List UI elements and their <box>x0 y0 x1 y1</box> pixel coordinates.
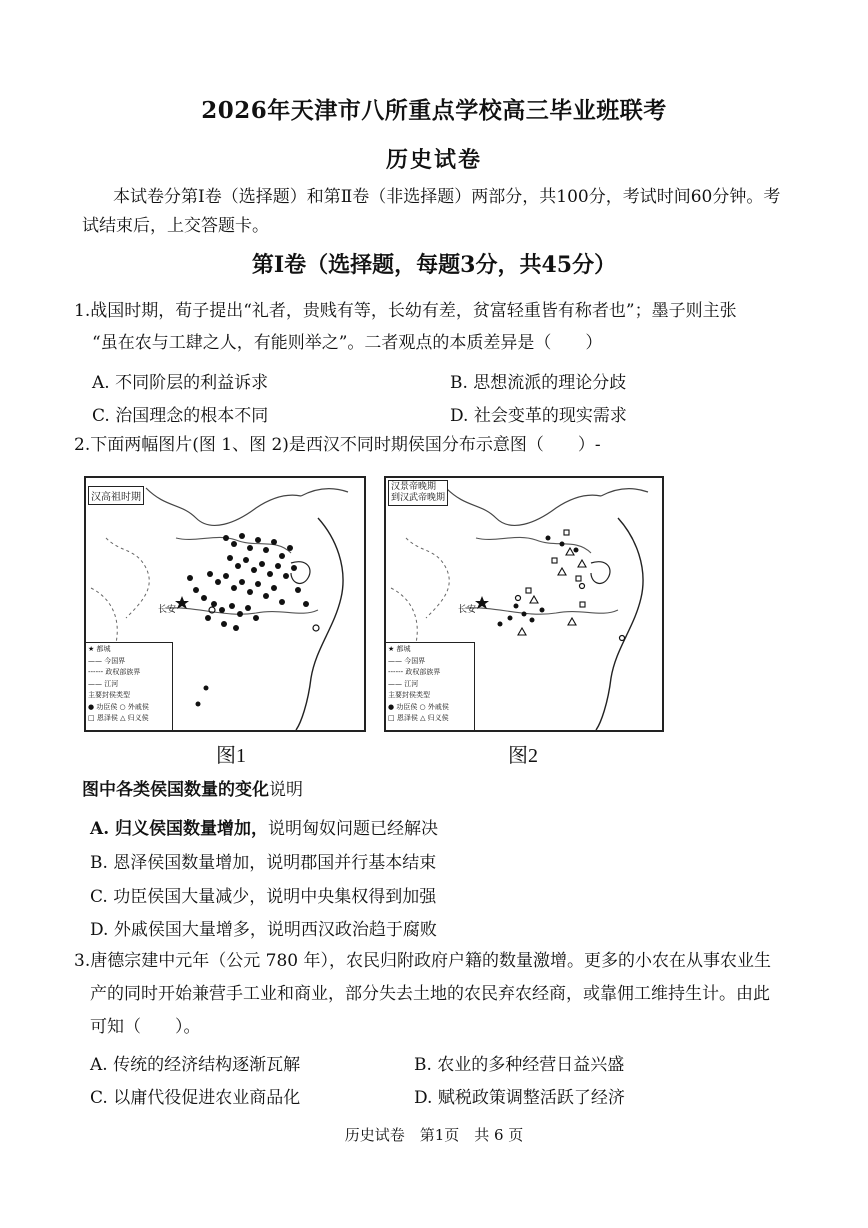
q3-option-d: D. 赋税政策调整活跃了经济 <box>414 1088 625 1108</box>
legend-item: —— 今国界 <box>88 656 126 665</box>
map-figure-2 <box>384 476 664 732</box>
q3-stem-line-2: 产的同时开始兼营手工业和商业，部分失去土地的农民弃农经商，或靠佣工维持生计。由此 <box>90 984 770 1004</box>
intro-line-2: 试结束后，上交答题卡。 <box>82 216 269 236</box>
map1-capital-label: 长安 <box>158 605 177 615</box>
legend-item: —— 江河 <box>388 679 419 688</box>
map2-capital-label: 长安 <box>458 605 477 615</box>
q2-option-d: D. 外戚侯国大量增多，说明西汉政治趋于腐败 <box>90 920 437 940</box>
legend-item: ------ 政权部族界 <box>88 668 141 676</box>
map2-period-label <box>388 480 448 506</box>
q3-option-c: C. 以庸代役促进农业商品化 <box>90 1088 301 1108</box>
legend-item: □ 恩泽侯 △ 归义侯 <box>88 714 149 722</box>
map2-period-label-line-2: 到汉武帝晚期 <box>391 493 446 503</box>
legend-item: 主要封侯类型 <box>88 691 130 699</box>
legend-item: ------ 政权部族界 <box>388 668 441 676</box>
q1-option-d: D. 社会变革的现实需求 <box>450 406 627 426</box>
q3-option-b: B. 农业的多种经营日益兴盛 <box>414 1055 625 1075</box>
q2-stem-2-bold: 图中各类侯国数量的变化 <box>82 780 269 800</box>
q3-stem-line-3: 可知（ ）。 <box>90 1017 201 1037</box>
map2-legend <box>386 642 475 732</box>
page-footer: 历史试卷 第1页 共 6 页 <box>344 1126 524 1144</box>
exam-title: 2026年天津市八所重点学校高三毕业班联考 <box>201 97 667 124</box>
map2-period-label-line-1: 汉景帝晚期 <box>391 482 437 492</box>
legend-item: ★ 都城 <box>88 645 111 653</box>
q1-option-c: C. 治国理念的根本不同 <box>92 406 269 426</box>
q2-option-a <box>90 814 438 839</box>
map1-period-label: 汉高祖时期 <box>88 486 144 505</box>
legend-item: ★ 都城 <box>388 645 411 653</box>
legend-item: ● 功臣侯 ○ 外戚侯 <box>88 702 149 711</box>
q2-option-a-rest: 说明匈奴问题已经解决 <box>268 819 439 839</box>
map1-caption: 图1 <box>216 745 246 767</box>
q2-stem-2-rest: 说明 <box>269 780 303 800</box>
section-title: 第Ⅰ卷（选择题，每题3分，共45分） <box>251 252 617 278</box>
q2-stem-2 <box>82 780 303 800</box>
map2-caption: 图2 <box>508 745 538 767</box>
legend-item: ● 功臣侯 ○ 外戚侯 <box>388 702 449 711</box>
legend-item: —— 江河 <box>88 679 119 688</box>
legend-item: □ 恩泽侯 △ 归义侯 <box>388 714 449 722</box>
q2-option-b: B. 恩泽侯国数量增加，说明郡国并行基本结束 <box>90 853 437 873</box>
q3-option-a: A. 传统的经济结构逐渐瓦解 <box>90 1055 301 1075</box>
intro-line-1: 本试卷分第Ⅰ卷（选择题）和第Ⅱ卷（非选择题）两部分，共100分，考试时间60分钟。考 <box>113 187 781 207</box>
q2-option-c: C. 功臣侯国大量减少，说明中央集权得到加强 <box>90 887 437 907</box>
map-figure-1 <box>84 476 366 732</box>
q1-stem-line-2: “虽在农与工肆之人，有能则举之”。二者观点的本质差异是（ ） <box>92 333 603 353</box>
q3-stem-line-1: 3.唐德宗建中元年（公元 780 年），农民归附政府户籍的数量激增。更多的小农在从事农业生 <box>74 951 771 971</box>
subject-title: 历史试卷 <box>385 147 482 173</box>
legend-item: —— 今国界 <box>388 656 426 665</box>
q2-stem: 2.下面两幅图片(图 1、图 2)是西汉不同时期侯国分布示意图（ ）- <box>74 435 601 455</box>
q1-option-b: B. 思想流派的理论分歧 <box>450 373 627 393</box>
map1-legend <box>86 642 173 732</box>
q1-stem-line-1: 1.战国时期，荀子提出“礼者，贵贱有等，长幼有差，贫富轻重皆有称者也”；墨子则主张 <box>74 301 737 321</box>
q1-option-a: A. 不同阶层的利益诉求 <box>92 373 269 393</box>
legend-item: 主要封侯类型 <box>388 691 430 699</box>
q2-option-a-bold: A. 归义侯国数量增加， <box>90 819 269 839</box>
